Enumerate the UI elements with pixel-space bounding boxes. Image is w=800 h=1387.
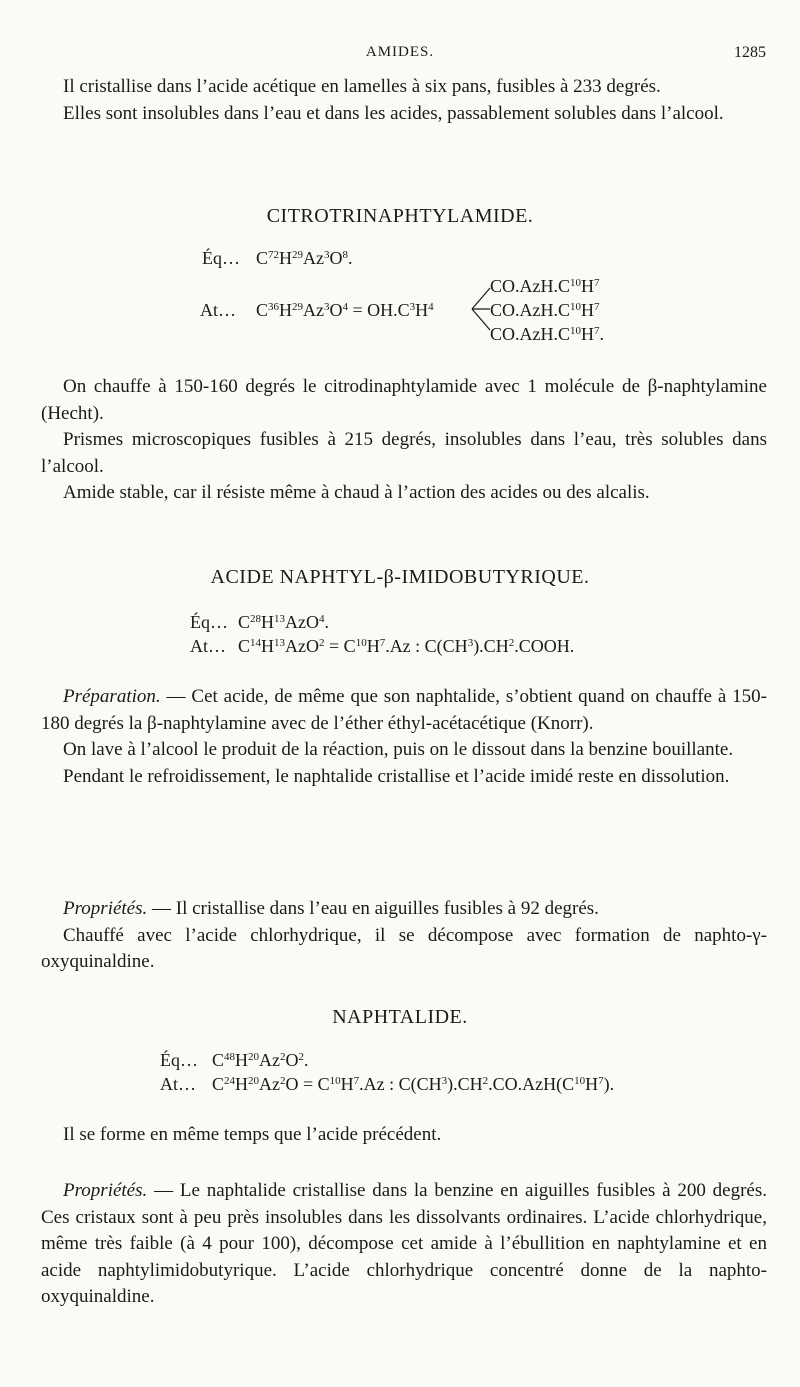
- section-title-naphtalide: NAPHTALIDE.: [332, 1006, 468, 1028]
- at-label-2: At…: [190, 636, 226, 656]
- intro-paragraph-2: Elles sont insolubles dans l’eau et dans les acides, passablement solubles dans l’alcool.: [63, 102, 724, 124]
- superscript: 72: [268, 249, 280, 261]
- superscript: 7: [594, 301, 600, 313]
- superscript: 2: [280, 1051, 286, 1063]
- superscript: 7: [598, 1075, 604, 1087]
- superscript: 2: [482, 1075, 489, 1087]
- branch-formula-1: $CO.AzH.C^{10}H^7$: [490, 276, 600, 296]
- preparation-paragraph: [41, 684, 767, 737]
- at-label-1: At…: [200, 300, 236, 320]
- superscript: 7: [594, 277, 600, 289]
- superscript: 7: [594, 325, 600, 337]
- superscript: 7: [379, 637, 386, 649]
- eq-label-3: Éq…: [160, 1050, 198, 1070]
- superscript: 3: [324, 249, 330, 261]
- superscript: 4: [428, 301, 434, 313]
- superscript: 2: [319, 637, 325, 649]
- superscript: 4: [342, 301, 349, 313]
- superscript: 13: [274, 637, 286, 649]
- superscript: 29: [292, 301, 304, 313]
- superscript: 2: [280, 1075, 286, 1087]
- preparation-text: — Cet acide, de même que son naphtalide, s’obtient quand on chauffe à 150-180 degrés la β-naphtylamine avec de l’éther éthyl-acétacétique (Knorr).: [41, 686, 767, 734]
- section3-text-a: [41, 1122, 767, 1149]
- page-number: 1285: [734, 44, 766, 61]
- page-header: [0, 44, 800, 66]
- superscript: 7: [353, 1075, 360, 1087]
- section3-paragraph-1: Il se forme en même temps que l’acide précédent.: [63, 1124, 442, 1145]
- at-formula-3: $C^{24}H^{20}Az^2O = C^{10}H^7.Az$ : $C(CH^3).CH^2.CO.AzH(C^{10}H^7)$.: [212, 1074, 615, 1094]
- superscript: 10: [329, 1075, 341, 1087]
- properties-label-1: Propriétés.: [63, 898, 148, 919]
- properties-paragraph-1: [41, 896, 767, 923]
- superscript: 20: [248, 1051, 260, 1063]
- branch-formula-2: $CO.AzH.C^{10}H^7$: [490, 300, 600, 320]
- intro-text: [41, 74, 767, 127]
- eq-label-1: Éq…: [202, 248, 240, 268]
- section1-paragraph-2: Prismes microscopiques fusibles à 215 degrés, insolubles dans l’eau, très solubles dans l’alcool.: [41, 429, 767, 477]
- superscript: 10: [570, 301, 581, 313]
- superscript: 24: [224, 1075, 236, 1087]
- superscript: 28: [250, 613, 262, 625]
- properties-text-2: — Le naphtalide cristallise dans la benzine en aiguilles fusibles à 200 degrés. Ces cristaux sont à peu près insolubles dans les dissolvants ordinaires. L’acide chlorhydrique, même très faible (à 4 pour 100), décompose cet amide à l’ébullition en naphtylamine et en acide naphtylimidobutyrique. L’acide chlorhydrique concentré donne de la naphto-oxyquinaldine.: [41, 1180, 767, 1307]
- eq-label-2: Éq…: [190, 612, 228, 632]
- superscript: 3: [441, 1075, 448, 1087]
- section2-paragraph-2: On lave à l’alcool le produit de la réaction, puis on le dissout dans la benzine bouillante.: [63, 739, 734, 760]
- section3-text-b: [41, 1178, 767, 1311]
- superscript: 20: [248, 1075, 260, 1087]
- eq-formula-2: $C^{28}H^{13}AzO^4$.: [238, 612, 330, 632]
- superscript: 3: [409, 301, 416, 313]
- section-title-acide-naphtyl-imidobutyrique: ACIDE NAPHTYL-β-IMIDOBUTYRIQUE.: [210, 566, 590, 588]
- properties-text-1: — Il cristallise dans l’eau en aiguilles fusibles à 92 degrés.: [147, 898, 599, 919]
- superscript: 36: [268, 301, 280, 313]
- superscript: 48: [224, 1051, 236, 1063]
- superscript: 10: [570, 277, 581, 289]
- section1-text: [41, 374, 767, 507]
- superscript: 10: [574, 1075, 586, 1087]
- running-title: AMIDES.: [365, 44, 435, 60]
- superscript: 4: [319, 613, 325, 625]
- superscript: 13: [274, 613, 286, 625]
- preparation-label: Préparation.: [63, 686, 161, 707]
- at-formula-2: $C^{14}H^{13}AzO^2 = C^{10}H^7.Az$ : $C(CH^3).CH^2.COOH$.: [238, 636, 575, 656]
- section2-paragraph-3: Pendant le refroidissement, le naphtalide cristallise et l’acide imidé reste en dissolution.: [63, 765, 730, 787]
- superscript: 2: [298, 1051, 305, 1063]
- superscript: 29: [292, 249, 304, 261]
- at-label-3: At…: [160, 1074, 196, 1094]
- section2-text-b: [41, 896, 767, 976]
- section2-text-a: [41, 684, 767, 790]
- superscript: 3: [467, 637, 474, 649]
- eq-formula-3: $C^{48}H^{20}Az^2O^2$.: [212, 1050, 309, 1070]
- section1-paragraph-3: Amide stable, car il résiste même à chaud à l’action des acides ou des alcalis.: [63, 482, 650, 503]
- section1-paragraph-1: On chauffe à 150-160 degrés le citrodinaphtylamide avec 1 molécule de β-naphtylamine (Hecht).: [41, 376, 767, 424]
- intro-paragraph-1: Il cristallise dans l’acide acétique en lamelles à six pans, fusibles à 233 degrés.: [63, 76, 661, 97]
- superscript: 3: [324, 301, 330, 313]
- properties-paragraph-2: [41, 1178, 767, 1311]
- superscript: 14: [250, 637, 262, 649]
- superscript: 10: [570, 325, 581, 337]
- section-title-citrotrinaphtylamide: CITROTRINAPHTYLAMIDE.: [266, 205, 534, 227]
- eq-formula-1: $C^{72}H^{29}Az^3O^8$.: [256, 248, 353, 268]
- superscript: 10: [355, 637, 367, 649]
- superscript: 8: [342, 249, 349, 261]
- properties-label-2: Propriétés.: [63, 1180, 148, 1201]
- superscript: 2: [508, 637, 515, 649]
- section2-paragraph-5: Chauffé avec l’acide chlorhydrique, il se décompose avec formation de naphto-γ-oxyquinaldine.: [41, 924, 767, 972]
- branch-formula-3: $CO.AzH.C^{10}H^7$.: [490, 324, 604, 344]
- at-formula-1: $C^{36}H^{29}Az^3O^4 = OH.C^3H^4$: [256, 300, 434, 320]
